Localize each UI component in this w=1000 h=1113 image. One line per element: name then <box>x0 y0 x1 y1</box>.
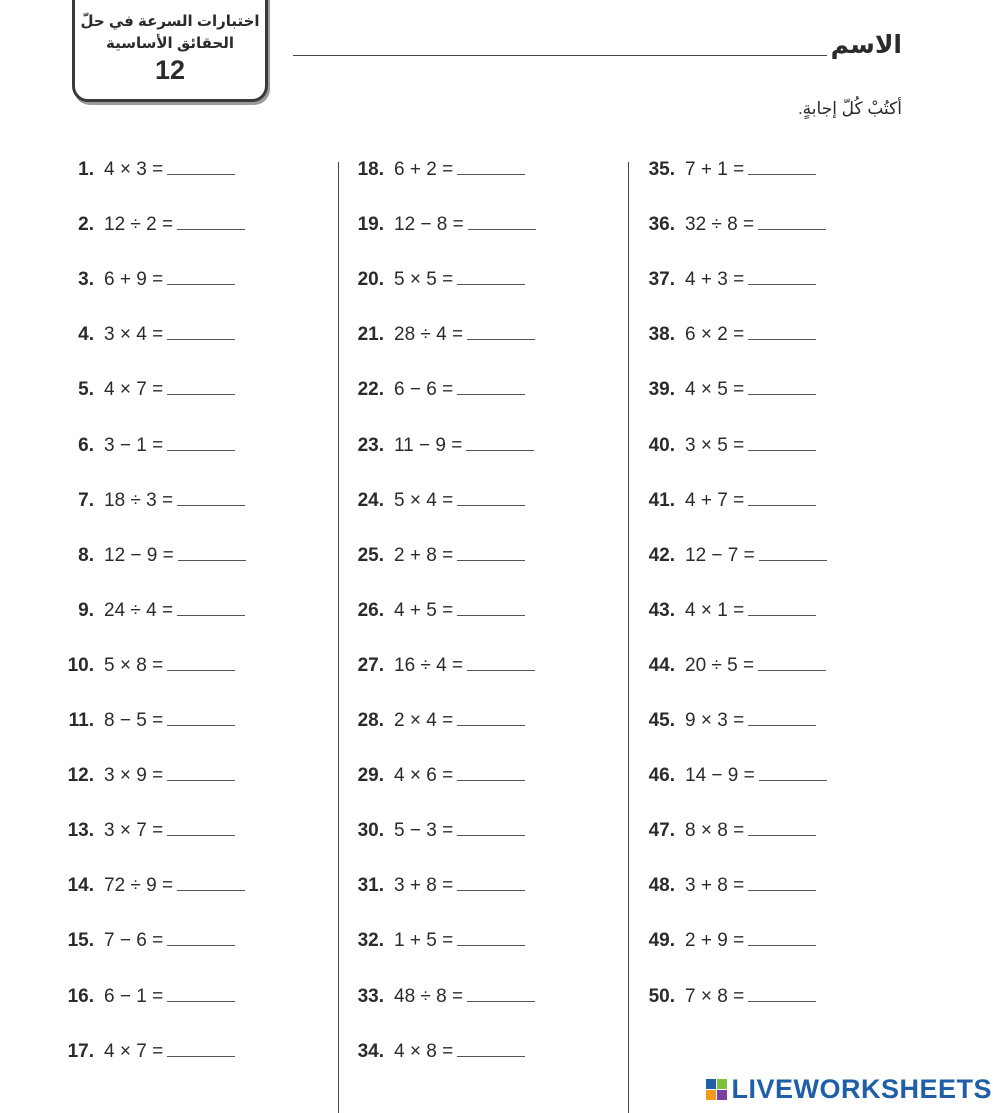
answer-blank[interactable] <box>758 669 826 671</box>
answer-blank[interactable] <box>748 1000 816 1002</box>
problem-row <box>356 982 535 1012</box>
problem-number: 7. <box>78 489 94 511</box>
problem-number: 34. <box>357 1040 384 1062</box>
problem-number: 1. <box>78 159 94 180</box>
problem-number: 37. <box>648 269 675 291</box>
problem-row <box>66 541 246 571</box>
answer-blank[interactable] <box>457 173 525 175</box>
problem-number: 27. <box>357 654 384 676</box>
problem-expression: 32 ÷ 8 = <box>685 214 755 236</box>
problem-expression: 6 + 2 = <box>394 159 454 180</box>
answer-blank[interactable] <box>177 504 245 506</box>
problem-row <box>647 320 816 350</box>
problem-number: 21. <box>357 324 384 346</box>
problem-number: 44. <box>648 654 675 676</box>
problem-row <box>647 431 816 461</box>
problem-expression: 2 + 8 = <box>394 544 454 566</box>
problem-row <box>66 651 235 681</box>
answer-blank[interactable] <box>759 779 827 781</box>
problem-row <box>647 486 816 516</box>
problem-number: 22. <box>357 379 384 401</box>
problem-row <box>356 375 525 405</box>
problem-row <box>356 871 525 901</box>
problem-number: 32. <box>357 930 384 952</box>
answer-blank[interactable] <box>748 614 816 616</box>
problem-expression: 6 × 2 = <box>685 324 745 346</box>
problem-expression: 8 × 8 = <box>685 820 745 842</box>
problem-row <box>66 265 235 295</box>
answer-blank[interactable] <box>457 504 525 506</box>
answer-blank[interactable] <box>759 559 827 561</box>
problem-expression: 3 + 8 = <box>685 875 745 897</box>
problem-expression: 8 − 5 = <box>104 710 164 731</box>
problem-expression: 2 × 4 = <box>394 710 454 731</box>
problem-expression: 5 × 5 = <box>394 269 454 291</box>
problem-expression: 12 − 8 = <box>394 214 464 236</box>
problem-row <box>66 596 245 626</box>
answer-blank[interactable] <box>457 724 525 726</box>
problem-number: 48. <box>648 875 675 897</box>
problem-row <box>356 1037 525 1067</box>
problem-number: 39. <box>648 379 675 401</box>
instructions: أكتُبْ كُلّ إجابةٍ. <box>797 99 902 118</box>
answer-blank[interactable] <box>457 779 525 781</box>
problem-number: 13. <box>67 820 94 842</box>
problem-row <box>66 926 235 956</box>
problem-number: 42. <box>648 544 675 566</box>
answer-blank[interactable] <box>167 338 235 340</box>
problem-number: 14. <box>67 875 94 897</box>
problem-row <box>647 375 816 405</box>
problem-row <box>356 155 525 185</box>
problem-row <box>356 596 525 626</box>
problem-row <box>647 210 826 240</box>
answer-blank[interactable] <box>748 504 816 506</box>
problem-expression: 14 − 9 = <box>685 765 755 787</box>
problem-number: 45. <box>648 710 675 731</box>
problem-row <box>356 816 525 846</box>
problem-number: 11. <box>68 710 94 731</box>
problem-number: 43. <box>648 599 675 621</box>
problem-number: 29. <box>357 765 384 787</box>
answer-blank[interactable] <box>167 944 235 946</box>
problem-expression: 72 ÷ 9 = <box>104 875 174 897</box>
problem-row <box>66 1037 235 1067</box>
name-label: الاسم <box>830 31 902 59</box>
column-divider <box>628 162 629 1113</box>
problem-number: 41. <box>648 489 675 511</box>
answer-blank[interactable] <box>748 283 816 285</box>
answer-blank[interactable] <box>748 724 816 726</box>
problem-row <box>356 265 525 295</box>
problem-row <box>66 982 235 1012</box>
problem-expression: 3 × 7 = <box>104 820 164 842</box>
problem-number: 31. <box>357 875 384 897</box>
answer-blank[interactable] <box>467 1000 535 1002</box>
problem-row <box>66 320 235 350</box>
problem-expression: 48 ÷ 8 = <box>394 985 464 1007</box>
problem-row <box>647 155 816 185</box>
problem-expression: 7 − 6 = <box>104 930 164 952</box>
problem-expression: 1 + 5 = <box>394 930 454 952</box>
answer-blank[interactable] <box>748 834 816 836</box>
problem-expression: 4 + 7 = <box>685 489 745 511</box>
answer-blank[interactable] <box>177 228 245 230</box>
problem-row <box>356 431 534 461</box>
liveworksheets-logo-icon <box>706 1079 727 1100</box>
problem-expression: 28 ÷ 4 = <box>394 324 464 346</box>
answer-blank[interactable] <box>748 173 816 175</box>
answer-blank[interactable] <box>748 338 816 340</box>
problem-expression: 4 × 6 = <box>394 765 454 787</box>
problem-number: 23. <box>357 434 384 456</box>
problem-number: 35. <box>648 159 675 180</box>
title-box <box>72 0 268 102</box>
problem-row <box>66 871 245 901</box>
name-field[interactable] <box>293 55 827 56</box>
problem-expression: 4 × 7 = <box>104 1040 164 1062</box>
problem-expression: 12 − 9 = <box>104 544 174 566</box>
problem-expression: 9 × 3 = <box>685 710 745 731</box>
problem-number: 19. <box>357 214 384 236</box>
problem-number: 30. <box>357 820 384 842</box>
problem-expression: 3 × 5 = <box>685 434 745 456</box>
problem-expression: 3 + 8 = <box>394 875 454 897</box>
problem-row <box>66 761 235 791</box>
problem-row <box>647 706 816 736</box>
problem-expression: 4 × 7 = <box>104 379 164 401</box>
problem-number: 5. <box>78 379 94 401</box>
problem-row <box>647 541 827 571</box>
problem-row <box>356 926 525 956</box>
answer-blank[interactable] <box>457 834 525 836</box>
answer-blank[interactable] <box>167 669 235 671</box>
problem-row <box>647 651 826 681</box>
problem-number: 24. <box>357 489 384 511</box>
problem-expression: 4 + 3 = <box>685 269 745 291</box>
problem-number: 36. <box>648 214 675 236</box>
problem-row <box>356 486 525 516</box>
problem-row <box>66 375 235 405</box>
problem-number: 6. <box>78 434 94 456</box>
problem-number: 15. <box>67 930 94 952</box>
answer-blank[interactable] <box>167 393 235 395</box>
answer-blank[interactable] <box>167 283 235 285</box>
answer-blank[interactable] <box>748 944 816 946</box>
answer-blank[interactable] <box>457 283 525 285</box>
answer-blank[interactable] <box>457 1055 525 1057</box>
problem-expression: 11 − 9 = <box>394 434 463 456</box>
problem-row <box>356 210 536 240</box>
answer-blank[interactable] <box>167 1055 235 1057</box>
problem-expression: 7 × 8 = <box>685 985 745 1007</box>
answer-blank[interactable] <box>457 559 525 561</box>
problem-number: 4. <box>78 324 94 346</box>
problem-expression: 3 × 4 = <box>104 324 164 346</box>
problem-expression: 3 − 1 = <box>104 434 164 456</box>
answer-blank[interactable] <box>167 724 235 726</box>
answer-blank[interactable] <box>457 944 525 946</box>
answer-blank[interactable] <box>466 449 534 451</box>
problem-row <box>356 706 525 736</box>
problem-expression: 5 − 3 = <box>394 820 454 842</box>
problem-number: 25. <box>357 544 384 566</box>
problem-row <box>647 816 816 846</box>
logo-text: LIVEWORKSHEETS <box>731 1074 992 1104</box>
problem-number: 26. <box>357 599 384 621</box>
problem-expression: 7 + 1 = <box>685 159 745 180</box>
problem-expression: 18 ÷ 3 = <box>104 489 174 511</box>
problem-number: 2. <box>78 214 94 236</box>
problem-number: 17. <box>67 1040 94 1062</box>
problem-expression: 5 × 4 = <box>394 489 454 511</box>
problem-expression: 4 + 5 = <box>394 599 454 621</box>
problem-number: 33. <box>357 985 384 1007</box>
problem-number: 3. <box>78 269 94 291</box>
problem-row <box>66 816 235 846</box>
problem-number: 50. <box>648 985 675 1007</box>
answer-blank[interactable] <box>468 228 536 230</box>
column-divider <box>338 162 339 1113</box>
answer-blank[interactable] <box>167 834 235 836</box>
answer-blank[interactable] <box>748 393 816 395</box>
answer-blank[interactable] <box>167 779 235 781</box>
answer-blank[interactable] <box>748 449 816 451</box>
problem-expression: 12 − 7 = <box>685 544 755 566</box>
problem-number: 20. <box>357 269 384 291</box>
quiz-number: 12 <box>154 55 186 85</box>
liveworksheets-logo <box>706 1074 992 1105</box>
problem-row <box>647 982 816 1012</box>
title-line-1: اختبارات السرعة في حلّ <box>80 13 260 30</box>
problem-number: 49. <box>648 930 675 952</box>
answer-blank[interactable] <box>467 338 535 340</box>
problem-number: 16. <box>67 985 94 1007</box>
problem-row <box>647 761 827 791</box>
problem-expression: 24 ÷ 4 = <box>104 599 174 621</box>
problem-expression: 6 − 1 = <box>104 985 164 1007</box>
answer-blank[interactable] <box>457 393 525 395</box>
answer-blank[interactable] <box>167 449 235 451</box>
problem-row <box>647 596 816 626</box>
problem-number: 40. <box>648 434 675 456</box>
problem-expression: 4 × 1 = <box>685 599 745 621</box>
problem-number: 28. <box>357 710 384 731</box>
problem-expression: 2 + 9 = <box>685 930 745 952</box>
problem-row <box>356 320 535 350</box>
problem-expression: 6 + 9 = <box>104 269 164 291</box>
problem-row <box>356 651 535 681</box>
problem-row <box>66 706 235 736</box>
problem-row <box>647 265 816 295</box>
problem-number: 10. <box>67 654 94 676</box>
answer-blank[interactable] <box>748 889 816 891</box>
problem-expression: 12 ÷ 2 = <box>104 214 174 236</box>
answer-blank[interactable] <box>178 559 246 561</box>
problem-number: 8. <box>78 544 94 566</box>
answer-blank[interactable] <box>467 669 535 671</box>
answer-blank[interactable] <box>177 889 245 891</box>
problem-row <box>647 871 816 901</box>
problem-row <box>66 431 235 461</box>
answer-blank[interactable] <box>457 614 525 616</box>
problem-number: 18. <box>357 159 384 180</box>
problem-number: 9. <box>78 599 94 621</box>
problem-number: 46. <box>648 765 675 787</box>
problem-number: 47. <box>648 820 675 842</box>
answer-blank[interactable] <box>167 173 235 175</box>
problem-number: 12. <box>67 765 94 787</box>
answer-blank[interactable] <box>758 228 826 230</box>
answer-blank[interactable] <box>167 1000 235 1002</box>
problem-expression: 5 × 8 = <box>104 654 164 676</box>
problem-expression: 20 ÷ 5 = <box>685 654 755 676</box>
problem-row <box>356 761 525 791</box>
problem-expression: 6 − 6 = <box>394 379 454 401</box>
problem-expression: 4 × 3 = <box>104 159 164 180</box>
problem-row <box>647 926 816 956</box>
title-line-2: الحقائق الأساسية <box>106 35 234 52</box>
problem-expression: 4 × 5 = <box>685 379 745 401</box>
answer-blank[interactable] <box>457 889 525 891</box>
problem-expression: 16 ÷ 4 = <box>394 654 464 676</box>
answer-blank[interactable] <box>177 614 245 616</box>
problem-expression: 4 × 8 = <box>394 1040 454 1062</box>
problem-expression: 3 × 9 = <box>104 765 164 787</box>
problem-row <box>66 210 245 240</box>
problem-row <box>66 155 235 185</box>
problem-row <box>66 486 245 516</box>
problem-row <box>356 541 525 571</box>
problem-number: 38. <box>648 324 675 346</box>
